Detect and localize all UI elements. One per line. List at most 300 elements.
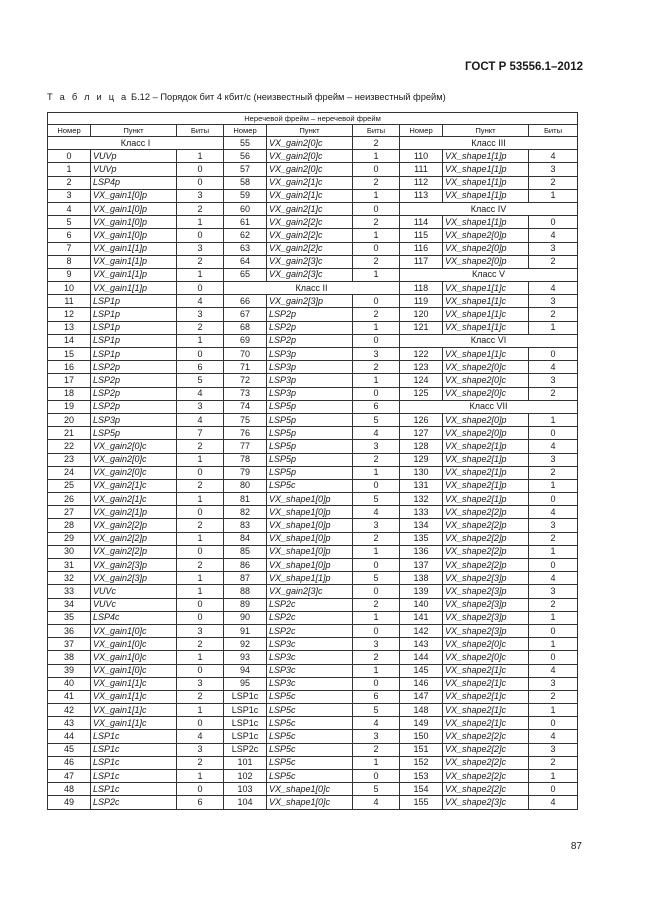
bits-cell: 2 xyxy=(529,466,578,479)
bit-number-cell: 119 xyxy=(400,295,443,308)
bits-cell: 5 xyxy=(353,572,400,585)
bits-cell: 3 xyxy=(529,677,578,690)
item-cell: VX_gain1[0]p xyxy=(91,202,177,215)
bit-number-cell: LSP1c xyxy=(224,690,267,703)
bits-cell: 0 xyxy=(177,229,224,242)
bit-number-cell: 7 xyxy=(48,242,91,255)
bit-number-cell: 129 xyxy=(400,453,443,466)
table-row xyxy=(48,730,578,743)
bit-number-cell: 152 xyxy=(400,756,443,769)
bits-cell: 1 xyxy=(177,268,224,281)
item-cell: LSP1p xyxy=(91,295,177,308)
item-cell: LSP1p xyxy=(91,308,177,321)
bits-cell: 0 xyxy=(177,348,224,361)
bit-number-cell: 46 xyxy=(48,756,91,769)
column-header: Биты xyxy=(529,125,578,137)
item-cell: VX_gain2[2]p xyxy=(91,545,177,558)
item-cell: LSP4c xyxy=(91,611,177,624)
table-caption-prefix: Т а б л и ц а xyxy=(47,92,129,102)
bits-cell: 1 xyxy=(529,321,578,334)
bits-cell: 4 xyxy=(529,229,578,242)
bit-number-cell: 42 xyxy=(48,704,91,717)
bit-number-cell: 66 xyxy=(224,295,267,308)
bit-number-cell: 35 xyxy=(48,611,91,624)
table-row xyxy=(48,163,578,176)
bit-number-cell: 90 xyxy=(224,611,267,624)
item-cell: VX_gain2[1]c xyxy=(267,176,353,189)
bit-number-cell: 116 xyxy=(400,242,443,255)
item-cell: VX_shape2[2]c xyxy=(443,783,529,796)
table-row xyxy=(48,638,578,651)
table-row xyxy=(48,572,578,585)
bits-cell: 1 xyxy=(177,651,224,664)
bits-cell: 1 xyxy=(353,229,400,242)
bit-number-cell: 25 xyxy=(48,479,91,492)
item-cell: VX_shape2[3]c xyxy=(443,796,529,809)
bits-cell: 7 xyxy=(177,427,224,440)
class-label-cell: Класс V xyxy=(400,268,578,281)
document-header: ГОСТ Р 53556.1–2012 xyxy=(465,61,583,73)
item-cell: LSP5p xyxy=(267,466,353,479)
bits-cell: 2 xyxy=(529,255,578,268)
bits-cell: 0 xyxy=(353,295,400,308)
item-cell: VX_gain2[0]c xyxy=(91,440,177,453)
bits-cell: 0 xyxy=(353,242,400,255)
bits-cell: 1 xyxy=(177,770,224,783)
item-cell: VX_shape2[1]c xyxy=(443,690,529,703)
item-cell: VX_gain2[2]c xyxy=(267,242,353,255)
table-row xyxy=(48,427,578,440)
bit-number-cell: 153 xyxy=(400,770,443,783)
item-cell: LSP2p xyxy=(267,308,353,321)
item-cell: VX_gain2[3]p xyxy=(267,295,353,308)
column-header: Номер xyxy=(48,125,91,137)
bit-number-cell: 115 xyxy=(400,229,443,242)
item-cell: VX_gain2[3]c xyxy=(267,268,353,281)
bits-cell: 1 xyxy=(177,334,224,347)
bit-number-cell: 57 xyxy=(224,163,267,176)
bit-number-cell: 74 xyxy=(224,400,267,413)
bit-number-cell: 89 xyxy=(224,598,267,611)
bit-number-cell: 117 xyxy=(400,255,443,268)
bit-number-cell: 36 xyxy=(48,624,91,637)
bits-cell: 1 xyxy=(177,704,224,717)
table-row xyxy=(48,334,578,347)
bit-number-cell: 126 xyxy=(400,413,443,426)
table-row xyxy=(48,532,578,545)
bit-number-cell: 59 xyxy=(224,189,267,202)
bit-number-cell: 37 xyxy=(48,638,91,651)
table-header-row xyxy=(48,125,578,137)
table-row xyxy=(48,295,578,308)
bit-number-cell: 19 xyxy=(48,400,91,413)
bit-number-cell: 12 xyxy=(48,308,91,321)
column-header: Биты xyxy=(177,125,224,137)
table-row xyxy=(48,348,578,361)
bit-number-cell: 82 xyxy=(224,506,267,519)
bits-cell: 0 xyxy=(353,163,400,176)
bits-cell: 3 xyxy=(353,519,400,532)
item-cell: VX_shape1[0]p xyxy=(267,493,353,506)
bits-cell: 1 xyxy=(353,150,400,163)
bit-number-cell: 47 xyxy=(48,770,91,783)
bits-cell: 3 xyxy=(177,189,224,202)
bit-number-cell: 125 xyxy=(400,387,443,400)
bits-cell: 3 xyxy=(177,308,224,321)
item-cell: LSP3c xyxy=(267,651,353,664)
bits-cell: 0 xyxy=(353,677,400,690)
bits-cell: 3 xyxy=(529,519,578,532)
table-row xyxy=(48,545,578,558)
item-cell: LSP5c xyxy=(267,756,353,769)
bits-cell: 1 xyxy=(177,572,224,585)
item-cell: VX_shape2[3]p xyxy=(443,611,529,624)
bit-number-cell: 63 xyxy=(224,242,267,255)
bits-cell: 2 xyxy=(353,308,400,321)
bit-number-cell: 121 xyxy=(400,321,443,334)
table-row xyxy=(48,704,578,717)
item-cell: LSP2c xyxy=(267,624,353,637)
bit-number-cell: 139 xyxy=(400,585,443,598)
bits-cell: 0 xyxy=(353,479,400,492)
item-cell: VX_shape2[2]c xyxy=(443,770,529,783)
table-row xyxy=(48,229,578,242)
bit-number-cell: 10 xyxy=(48,282,91,295)
bits-cell: 1 xyxy=(177,532,224,545)
bits-cell: 5 xyxy=(353,493,400,506)
item-cell: LSP5c xyxy=(267,690,353,703)
bit-number-cell: 110 xyxy=(400,150,443,163)
bits-cell: 0 xyxy=(177,282,224,295)
item-cell: VX_shape1[0]p xyxy=(267,545,353,558)
bits-cell: 1 xyxy=(529,611,578,624)
bits-cell: 0 xyxy=(353,585,400,598)
item-cell: LSP5p xyxy=(267,427,353,440)
table-caption-text: Б.12 – Порядок бит 4 кбит/с (неизвестный фрейм – неизвестный фрейм) xyxy=(128,92,446,102)
bits-cell: 1 xyxy=(177,453,224,466)
item-cell: VX_gain1[0]c xyxy=(91,664,177,677)
item-cell: VX_gain2[0]c xyxy=(267,163,353,176)
bit-number-cell: 93 xyxy=(224,651,267,664)
item-cell: VX_shape1[1]p xyxy=(443,150,529,163)
bit-number-cell: 87 xyxy=(224,572,267,585)
bits-cell: 2 xyxy=(353,743,400,756)
bit-number-cell: 20 xyxy=(48,413,91,426)
bits-cell: 1 xyxy=(529,479,578,492)
item-cell: VX_shape2[2]p xyxy=(443,519,529,532)
bit-number-cell: 83 xyxy=(224,519,267,532)
column-header: Пункт xyxy=(91,125,177,137)
item-cell: VX_shape2[2]p xyxy=(443,559,529,572)
table-row xyxy=(48,202,578,215)
bits-cell: 0 xyxy=(529,783,578,796)
bit-number-cell: 22 xyxy=(48,440,91,453)
item-cell: VX_shape2[1]c xyxy=(443,704,529,717)
bits-cell: 2 xyxy=(529,756,578,769)
item-cell: VX_shape2[0]c xyxy=(443,638,529,651)
item-cell: LSP5p xyxy=(267,453,353,466)
item-cell: VX_gain2[0]c xyxy=(267,137,353,150)
item-cell: LSP3c xyxy=(267,638,353,651)
table-row xyxy=(48,598,578,611)
bits-cell: 3 xyxy=(353,730,400,743)
bits-cell: 3 xyxy=(177,400,224,413)
bit-number-cell: 72 xyxy=(224,374,267,387)
bit-order-table xyxy=(47,112,578,810)
bit-number-cell: 28 xyxy=(48,519,91,532)
bit-number-cell: 6 xyxy=(48,229,91,242)
table-row xyxy=(48,466,578,479)
item-cell: LSP1c xyxy=(91,770,177,783)
bit-number-cell: 102 xyxy=(224,770,267,783)
item-cell: LSP1c xyxy=(91,743,177,756)
item-cell: VX_shape2[3]p xyxy=(443,624,529,637)
bit-number-cell: 27 xyxy=(48,506,91,519)
bits-cell: 1 xyxy=(177,585,224,598)
bits-cell: 2 xyxy=(529,690,578,703)
bits-cell: 3 xyxy=(529,585,578,598)
bits-cell: 3 xyxy=(529,374,578,387)
bit-number-cell: 55 xyxy=(224,137,267,150)
item-cell: VX_gain2[3]p xyxy=(91,572,177,585)
bits-cell: 2 xyxy=(353,216,400,229)
bit-number-cell: 11 xyxy=(48,295,91,308)
item-cell: VX_shape2[2]p xyxy=(443,532,529,545)
bits-cell: 1 xyxy=(529,770,578,783)
bit-number-cell: 84 xyxy=(224,532,267,545)
item-cell: VX_gain1[0]p xyxy=(91,189,177,202)
bit-number-cell: 138 xyxy=(400,572,443,585)
table-row xyxy=(48,506,578,519)
item-cell: VX_gain2[2]c xyxy=(267,216,353,229)
item-cell: VX_shape2[1]p xyxy=(443,466,529,479)
item-cell: LSP2p xyxy=(267,321,353,334)
bits-cell: 1 xyxy=(353,611,400,624)
item-cell: LSP2c xyxy=(91,796,177,809)
bit-number-cell: 86 xyxy=(224,559,267,572)
table-row xyxy=(48,321,578,334)
bits-cell: 2 xyxy=(177,202,224,215)
table-row xyxy=(48,559,578,572)
bits-cell: 1 xyxy=(353,545,400,558)
bits-cell: 1 xyxy=(353,664,400,677)
table-row xyxy=(48,189,578,202)
item-cell: VX_shape1[1]p xyxy=(443,163,529,176)
item-cell: LSP5p xyxy=(267,440,353,453)
bits-cell: 4 xyxy=(177,387,224,400)
bit-number-cell: 45 xyxy=(48,743,91,756)
bits-cell: 3 xyxy=(529,453,578,466)
table-row xyxy=(48,519,578,532)
bits-cell: 2 xyxy=(177,690,224,703)
item-cell: VX_shape2[3]p xyxy=(443,572,529,585)
item-cell: LSP2p xyxy=(91,387,177,400)
item-cell: LSP5c xyxy=(267,770,353,783)
table-row xyxy=(48,361,578,374)
bits-cell: 0 xyxy=(353,202,400,215)
bit-number-cell: 62 xyxy=(224,229,267,242)
bit-number-cell: 40 xyxy=(48,677,91,690)
item-cell: LSP3p xyxy=(91,413,177,426)
bit-number-cell: 101 xyxy=(224,756,267,769)
bits-cell: 0 xyxy=(529,348,578,361)
bits-cell: 2 xyxy=(353,137,400,150)
bits-cell: 1 xyxy=(353,321,400,334)
item-cell: VX_shape2[3]p xyxy=(443,598,529,611)
bits-cell: 2 xyxy=(353,176,400,189)
bit-number-cell: 142 xyxy=(400,624,443,637)
bit-number-cell: 112 xyxy=(400,176,443,189)
bits-cell: 2 xyxy=(529,598,578,611)
bit-number-cell: 147 xyxy=(400,690,443,703)
bits-cell: 0 xyxy=(177,176,224,189)
bits-cell: 2 xyxy=(529,387,578,400)
bit-number-cell: 114 xyxy=(400,216,443,229)
bits-cell: 0 xyxy=(177,664,224,677)
item-cell: LSP2p xyxy=(91,361,177,374)
bit-number-cell: 75 xyxy=(224,413,267,426)
item-cell: VUVp xyxy=(91,163,177,176)
bit-number-cell: 145 xyxy=(400,664,443,677)
bit-number-cell: 3 xyxy=(48,189,91,202)
bit-number-cell: 38 xyxy=(48,651,91,664)
bits-cell: 4 xyxy=(529,440,578,453)
bit-number-cell: 8 xyxy=(48,255,91,268)
bit-number-cell: 26 xyxy=(48,493,91,506)
bit-number-cell: 30 xyxy=(48,545,91,558)
table-row xyxy=(48,440,578,453)
bit-number-cell: 136 xyxy=(400,545,443,558)
bit-number-cell: 141 xyxy=(400,611,443,624)
bit-number-cell: 124 xyxy=(400,374,443,387)
item-cell: LSP3p xyxy=(267,348,353,361)
bits-cell: 0 xyxy=(177,598,224,611)
item-cell: VX_shape2[1]p xyxy=(443,440,529,453)
column-header: Пункт xyxy=(267,125,353,137)
item-cell: LSP1p xyxy=(91,334,177,347)
bit-number-cell: 56 xyxy=(224,150,267,163)
bits-cell: 3 xyxy=(177,743,224,756)
bits-cell: 2 xyxy=(177,255,224,268)
bits-cell: 0 xyxy=(353,559,400,572)
bit-number-cell: 16 xyxy=(48,361,91,374)
bits-cell: 1 xyxy=(353,756,400,769)
bits-cell: 2 xyxy=(353,651,400,664)
table-row xyxy=(48,150,578,163)
bits-cell: 0 xyxy=(177,163,224,176)
item-cell: VX_shape1[0]p xyxy=(267,559,353,572)
bits-cell: 0 xyxy=(177,717,224,730)
column-header: Номер xyxy=(400,125,443,137)
table-row xyxy=(48,611,578,624)
column-header: Пункт xyxy=(443,125,529,137)
item-cell: VX_shape1[1]c xyxy=(443,321,529,334)
table-row xyxy=(48,453,578,466)
bit-number-cell: 80 xyxy=(224,479,267,492)
item-cell: LSP5c xyxy=(267,717,353,730)
table-row xyxy=(48,690,578,703)
item-cell: LSP1c xyxy=(91,756,177,769)
bits-cell: 6 xyxy=(353,690,400,703)
item-cell: LSP5c xyxy=(267,730,353,743)
bit-number-cell: 49 xyxy=(48,796,91,809)
class-label-cell: Класс IV xyxy=(400,202,578,215)
bit-number-cell: 71 xyxy=(224,361,267,374)
table-row xyxy=(48,255,578,268)
bit-number-cell: 44 xyxy=(48,730,91,743)
bits-cell: 2 xyxy=(177,479,224,492)
table-row xyxy=(48,387,578,400)
bits-cell: 1 xyxy=(353,268,400,281)
bits-cell: 1 xyxy=(177,150,224,163)
bits-cell: 0 xyxy=(353,334,400,347)
table-row xyxy=(48,743,578,756)
bits-cell: 1 xyxy=(353,189,400,202)
bits-cell: 0 xyxy=(177,466,224,479)
bit-number-cell: 113 xyxy=(400,189,443,202)
bits-cell: 0 xyxy=(529,216,578,229)
item-cell: VX_shape2[1]c xyxy=(443,677,529,690)
item-cell: VX_shape2[0]p xyxy=(443,427,529,440)
bit-number-cell: 140 xyxy=(400,598,443,611)
bits-cell: 2 xyxy=(177,559,224,572)
item-cell: VX_gain2[1]c xyxy=(91,493,177,506)
bits-cell: 4 xyxy=(529,361,578,374)
item-cell: VX_shape2[0]p xyxy=(443,413,529,426)
bits-cell: 5 xyxy=(353,704,400,717)
item-cell: VX_gain1[0]p xyxy=(91,229,177,242)
bit-number-cell: 95 xyxy=(224,677,267,690)
bits-cell: 5 xyxy=(177,374,224,387)
item-cell: VX_gain2[1]c xyxy=(91,479,177,492)
bit-number-cell: 131 xyxy=(400,479,443,492)
bits-cell: 6 xyxy=(177,361,224,374)
bits-cell: 4 xyxy=(177,730,224,743)
table-caption xyxy=(47,92,446,102)
item-cell: VX_gain2[3]p xyxy=(91,559,177,572)
bit-number-cell: 29 xyxy=(48,532,91,545)
item-cell: VX_shape2[0]c xyxy=(443,651,529,664)
table-row xyxy=(48,783,578,796)
item-cell: LSP5p xyxy=(91,427,177,440)
item-cell: VX_shape2[1]c xyxy=(443,664,529,677)
bit-number-cell: 128 xyxy=(400,440,443,453)
table-row xyxy=(48,585,578,598)
table-row xyxy=(48,216,578,229)
item-cell: LSP2c xyxy=(267,611,353,624)
bits-cell: 2 xyxy=(353,598,400,611)
item-cell: VX_gain1[0]c xyxy=(91,651,177,664)
bit-number-cell: 23 xyxy=(48,453,91,466)
item-cell: VX_shape1[0]c xyxy=(267,783,353,796)
item-cell: VX_shape2[0]c xyxy=(443,374,529,387)
bits-cell: 0 xyxy=(529,624,578,637)
item-cell: VX_shape2[1]p xyxy=(443,453,529,466)
item-cell: VX_shape1[0]c xyxy=(267,796,353,809)
bit-number-cell: 13 xyxy=(48,321,91,334)
item-cell: VX_gain1[1]c xyxy=(91,704,177,717)
bits-cell: 1 xyxy=(529,638,578,651)
bit-number-cell: 60 xyxy=(224,202,267,215)
bit-number-cell: 81 xyxy=(224,493,267,506)
item-cell: VX_gain1[0]c xyxy=(91,638,177,651)
bit-number-cell: 130 xyxy=(400,466,443,479)
table-row xyxy=(48,268,578,281)
bits-cell: 4 xyxy=(177,295,224,308)
bit-number-cell: 104 xyxy=(224,796,267,809)
bit-number-cell: 103 xyxy=(224,783,267,796)
bits-cell: 2 xyxy=(353,255,400,268)
